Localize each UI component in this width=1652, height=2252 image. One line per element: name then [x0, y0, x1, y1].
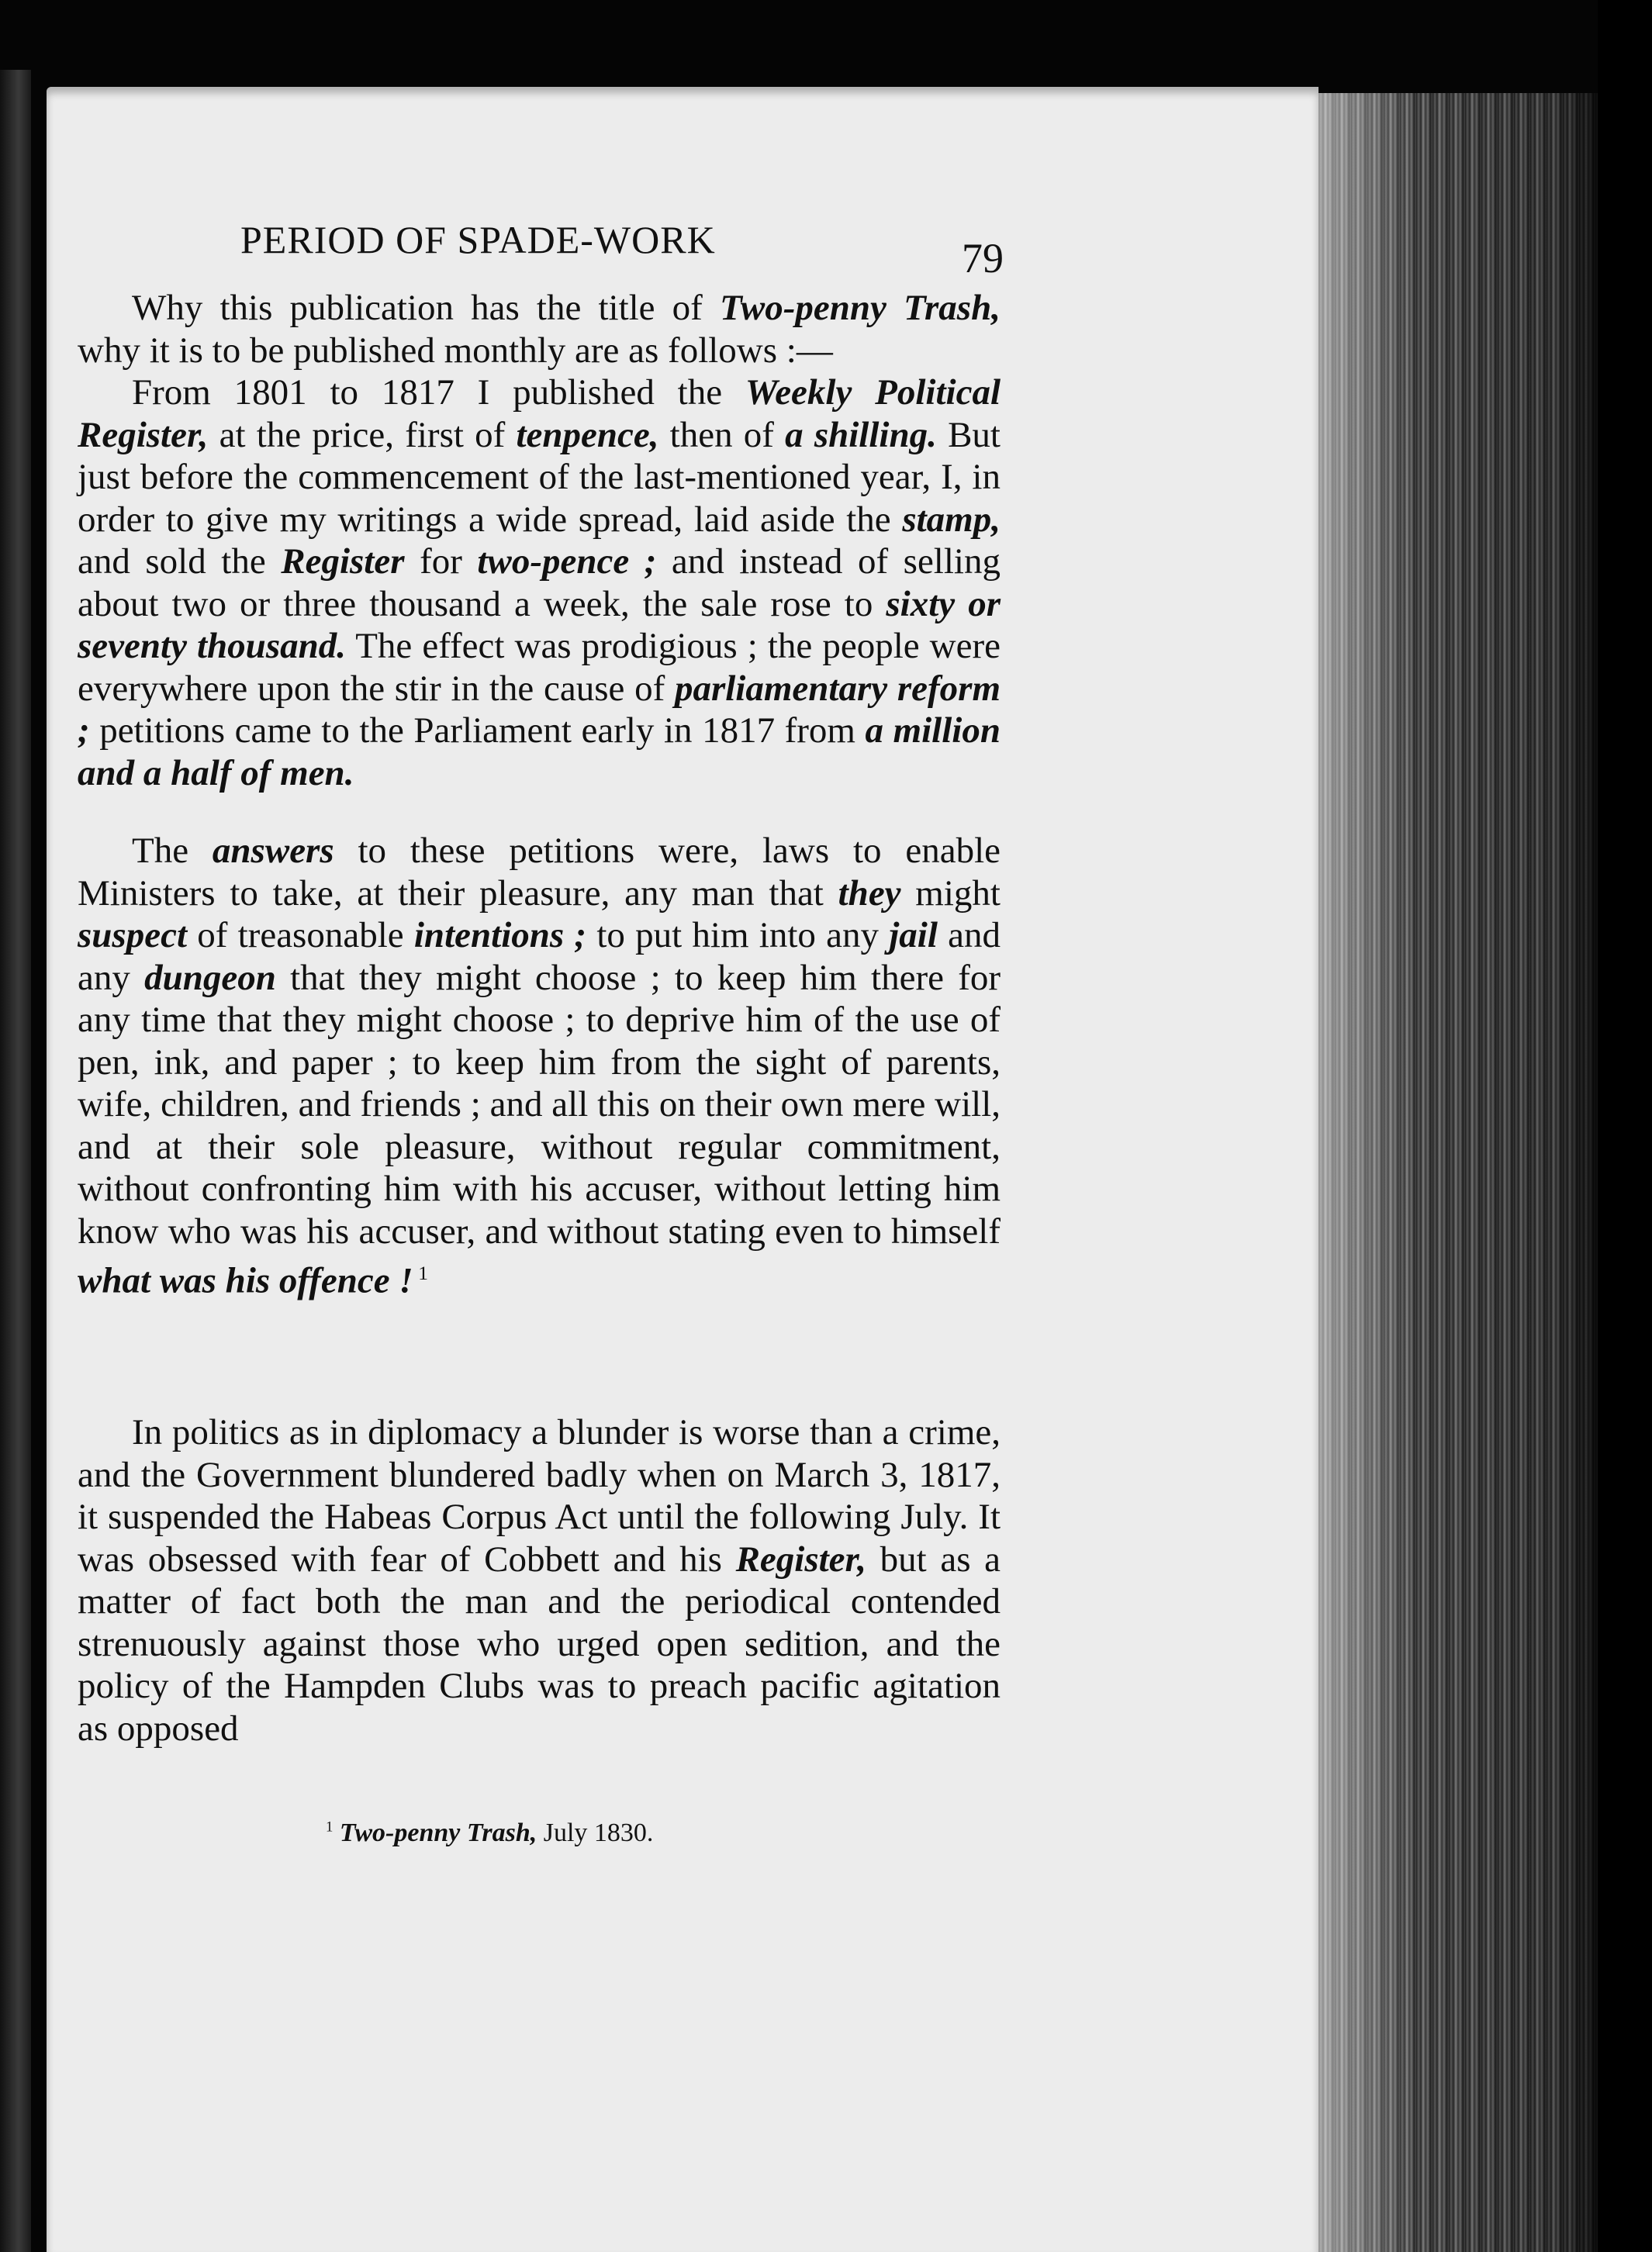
- italic-phrase: a shilling.: [785, 414, 937, 455]
- text-run: that they might choose ; to keep him there for any time that they might choose ; to deprive him of the use of pen, ink, and paper ; to keep him from the sight of parents, wife, children, and friends ; and all this on their own mere will, and at their sole pleasure, without regular commitment, without confronting him with his accuser, without letting him know who was his accuser, and without stating even to himself: [78, 957, 1001, 1252]
- footnote-marker: 1: [326, 1819, 334, 1836]
- text-run: The: [132, 831, 213, 871]
- italic-phrase: sixty or seventy thousand.: [78, 583, 1001, 666]
- text-run: might: [900, 872, 1001, 914]
- quoted-passage: [78, 287, 1001, 794]
- italic-phrase: parliamentary reform ;: [78, 668, 1001, 751]
- italic-phrase: dungeon: [144, 957, 276, 998]
- page-number: 79: [962, 235, 1004, 282]
- footnote-reference: 1: [413, 1262, 429, 1284]
- italic-phrase: Two-penny Trash,: [719, 288, 1001, 328]
- text-run: but as a matter of fact both the man and the periodical contended strenuously against those who urged open sedition, and the policy of the Hampden Clubs was to preach pacific agitation as opposed: [78, 1539, 1001, 1749]
- italic-phrase: Register: [281, 541, 405, 582]
- book-spine-left: [0, 70, 31, 2252]
- footnote-title: Two-penny Trash,: [339, 1819, 537, 1847]
- text-run: From 1801 to 1817 I published the: [132, 372, 745, 413]
- text-run: and any: [78, 915, 1001, 998]
- text-run: to these petitions were, laws to enable Ministers to take, at their pleasure, any man that: [78, 831, 1001, 914]
- running-head: PERIOD OF SPADE-WORK: [240, 218, 716, 261]
- italic-phrase: intentions ;: [413, 915, 587, 955]
- text-run: and instead of selling about two or three thousand a week, the sale rose to: [78, 541, 1001, 624]
- text-run: why it is to be published monthly are as follows :—: [78, 330, 833, 371]
- paragraph: [78, 287, 1001, 371]
- page-edges-shading: [1318, 93, 1598, 2252]
- text-run: for: [404, 541, 478, 582]
- paragraph: [78, 830, 1001, 1302]
- text-run: then of: [658, 414, 786, 455]
- italic-phrase: what was his offence !: [78, 1260, 413, 1301]
- text-run: In politics as in diplomacy a blunder is worse than a crime, and the Government blundered badly when on March 3, 1817, it suspended the Habeas Corpus Act until the following July. It was obsessed with fear of Cobbett and his: [78, 1412, 1001, 1580]
- text-run: Why this publication has the title of: [132, 288, 720, 328]
- text-run: petitions came to the Parliament early in 1817 from: [89, 710, 866, 751]
- text-run: of treasonable: [187, 915, 414, 955]
- paragraph: [78, 371, 1001, 794]
- italic-phrase: answers: [212, 831, 334, 871]
- italic-phrase: stamp,: [902, 499, 1001, 540]
- italic-phrase: they: [838, 872, 901, 914]
- footnote: [326, 1819, 653, 1848]
- italic-phrase: Weekly Political Register,: [78, 372, 1001, 455]
- paragraph: [78, 1411, 1001, 1749]
- text-run: The effect was prodigious ; the people were everywhere upon the stir in the cause of: [78, 626, 1001, 709]
- italic-phrase: suspect: [78, 915, 187, 955]
- quoted-passage-continued: [78, 830, 1001, 1302]
- text-run: But just before the commencement of the last-mentioned year, I, in order to give my writings a wide spread, laid aside the: [78, 414, 1001, 540]
- text-run: to put him into any: [586, 915, 890, 955]
- footnote-date: July 1830.: [543, 1819, 654, 1847]
- text-run: at the price, first of: [208, 414, 517, 455]
- scan-border-right: [1598, 0, 1652, 2252]
- italic-phrase: a million and a half of men.: [78, 710, 1001, 793]
- italic-phrase: two-pence ;: [477, 541, 657, 582]
- text-run: and sold the: [78, 541, 282, 582]
- italic-phrase: jail: [889, 915, 938, 955]
- narrative-paragraph: [78, 1411, 1001, 1749]
- italic-phrase: tenpence,: [516, 414, 659, 455]
- italic-phrase: Register,: [735, 1539, 866, 1580]
